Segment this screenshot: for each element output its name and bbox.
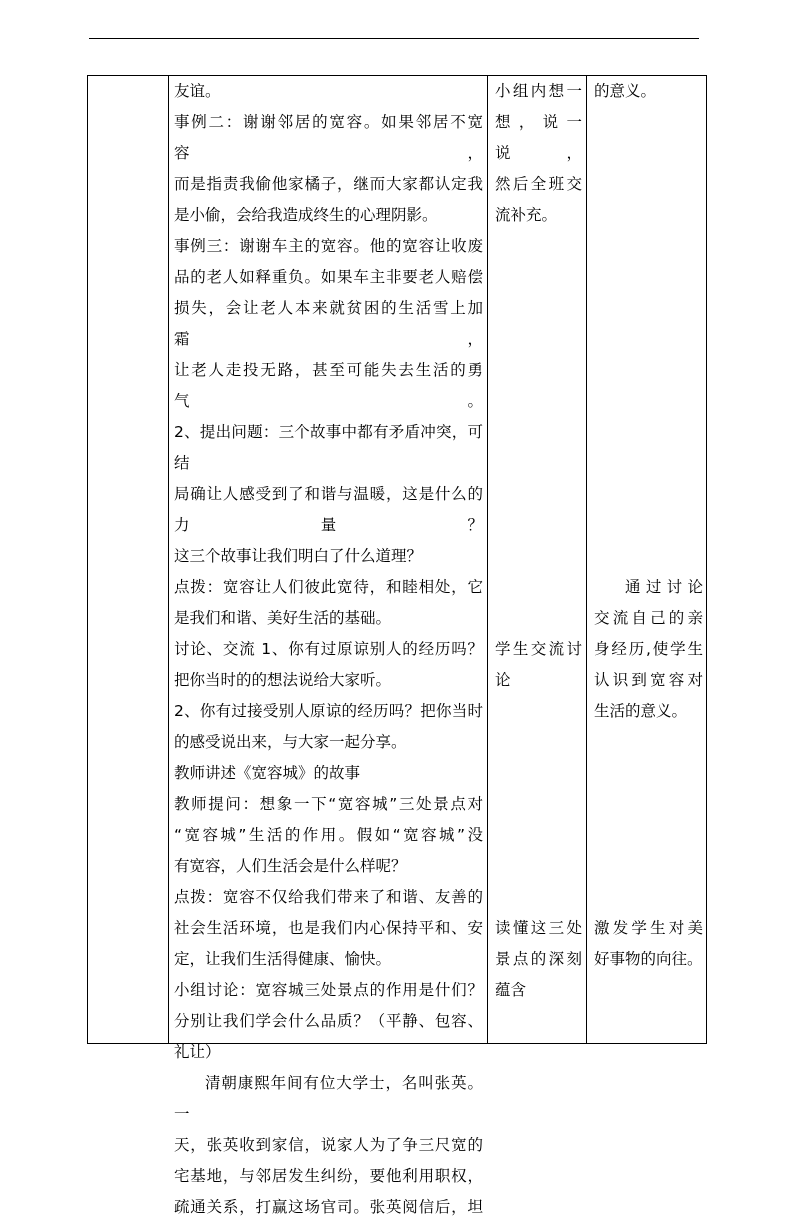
intent-line	[594, 386, 703, 417]
activity-line: 蕴含	[495, 981, 527, 999]
text-line: 点拨：宽容让人们彼此宽待，和睦相处，它	[174, 578, 483, 596]
activity-line	[495, 417, 582, 448]
text-line: 分别让我们学会什么品质？（平静、包容、	[174, 1012, 483, 1030]
teaching-content-cell	[170, 76, 487, 1223]
text-line: “宽容城”生活的作用。假如“宽容城”没	[174, 826, 483, 844]
text-line: 品的老人如释重负。如果车主非要老人赔偿	[174, 268, 483, 286]
activity-line	[495, 262, 582, 293]
text-line: 教师讲述《宽容城》的故事	[174, 764, 361, 782]
text-line: 把你当时的的想法说给大家听。	[174, 671, 392, 689]
intent-line	[594, 479, 703, 510]
intent-line: 身经历,使学生	[594, 640, 703, 658]
intent-line	[594, 324, 703, 355]
intent-line: 好事物的向往。	[594, 950, 703, 968]
intent-line	[594, 727, 703, 758]
text-line: 点拨：宽容不仅给我们带来了和谐、友善的	[174, 888, 483, 906]
activity-line: 小组内想一	[495, 82, 582, 100]
intent-line: 通过讨论	[625, 578, 703, 596]
text-line: 而是指责我偷他家橘子，继而大家都认定我	[174, 175, 483, 193]
text-line: 疏通关系，打赢这场官司。张英阅信后，坦	[174, 1198, 483, 1216]
intent-line	[594, 510, 703, 541]
text-line: 友谊。	[174, 82, 221, 100]
text-line: 2、你有过接受别人原谅的经历吗？把你当时	[174, 702, 483, 720]
intent-line	[594, 355, 703, 386]
activity-line: 景点的深刻	[495, 950, 582, 968]
activity-line	[495, 231, 582, 262]
activity-line: 然后全班交	[495, 175, 582, 193]
activity-line	[495, 293, 582, 324]
activity-line	[495, 448, 582, 479]
activity-line: 论	[495, 671, 511, 689]
intent-line	[594, 851, 703, 882]
activity-line	[495, 510, 582, 541]
intent-line	[594, 448, 703, 479]
text-line: 损失，会让老人本来就贫困的生活雪上加霜，	[174, 299, 483, 348]
intent-line	[594, 417, 703, 448]
activity-line	[495, 727, 582, 758]
activity-line	[495, 479, 582, 510]
text-line: 社会生活环境，也是我们内心保持平和、安	[174, 919, 483, 937]
header-rule	[89, 38, 699, 39]
text-line: 定，让我们生活得健康、愉快。	[174, 950, 392, 968]
intent-line	[594, 200, 703, 231]
activity-line	[495, 324, 582, 355]
activity-line	[495, 603, 582, 634]
text-line: 清朝康熙年间有位大学士，名叫张英。一	[174, 1074, 483, 1123]
lesson-plan-table	[87, 75, 707, 1216]
text-line: 小组讨论：宽容城三处景点的作用是什们？	[174, 981, 483, 999]
activity-line	[495, 851, 582, 882]
intent-line	[594, 138, 703, 169]
intent-line	[594, 262, 703, 293]
activity-line	[495, 572, 582, 603]
text-line: 这三个故事让我们明白了什么道理？	[174, 547, 423, 565]
intent-line	[594, 293, 703, 324]
intent-line	[594, 758, 703, 789]
intent-line	[594, 107, 703, 138]
activity-line	[495, 541, 582, 572]
activity-line	[495, 758, 582, 789]
text-line: 事例三：谢谢车主的宽容。他的宽容让收废	[174, 237, 483, 255]
intent-line	[594, 541, 703, 572]
intent-line: 激发学生对美	[594, 919, 703, 937]
intent-line: 交流自己的亲	[594, 609, 703, 627]
text-line: 是我们和谐、美好生活的基础。	[174, 609, 392, 627]
intent-line	[594, 231, 703, 262]
intent-line	[594, 789, 703, 820]
intent-line: 的意义。	[594, 82, 657, 100]
intent-line	[594, 169, 703, 200]
activity-line	[495, 355, 582, 386]
activity-line: 流补充。	[495, 206, 558, 224]
text-line: 事例二：谢谢邻居的宽容。如果邻居不宽容，	[174, 113, 483, 162]
activity-line	[495, 386, 582, 417]
text-line: 礼让）	[174, 1043, 221, 1061]
design-intent-cell	[587, 76, 706, 975]
text-line: 宅基地，与邻居发生纠纷，要他利用职权，	[174, 1167, 483, 1185]
text-line: 讨论、交流 1、你有过原谅别人的经历吗？	[174, 640, 483, 658]
text-line: 教师提问：想象一下“宽容城”三处景点对	[174, 795, 483, 813]
student-activity-cell	[488, 76, 586, 1006]
activity-line	[495, 820, 582, 851]
activity-line	[495, 696, 582, 727]
text-line: 是小偷，会给我造成终生的心理阴影。	[174, 206, 438, 224]
activity-line	[495, 882, 582, 913]
column-divider	[168, 76, 169, 1043]
text-line: 有宽容，人们生活会是什么样呢？	[174, 857, 407, 875]
text-line: 的感受说出来，与大家一起分享。	[174, 733, 407, 751]
text-line: 2、提出问题：三个故事中都有矛盾冲突，可结	[174, 423, 483, 472]
activity-line: 学生交流讨	[495, 640, 582, 658]
activity-line	[495, 789, 582, 820]
text-line: 局确让人感受到了和谐与温暖，这是什么的力量？	[174, 485, 483, 534]
activity-line: 想，说一说，	[495, 113, 582, 162]
intent-line: 生活的意义。	[594, 702, 688, 720]
activity-line: 读懂这三处	[495, 919, 582, 937]
text-line: 天，张英收到家信，说家人为了争三尺宽的	[174, 1136, 483, 1154]
intent-line	[594, 882, 703, 913]
intent-line	[594, 820, 703, 851]
intent-line: 认识到宽容对	[594, 671, 703, 689]
text-line: 让老人走投无路，甚至可能失去生活的勇气。	[174, 361, 483, 410]
